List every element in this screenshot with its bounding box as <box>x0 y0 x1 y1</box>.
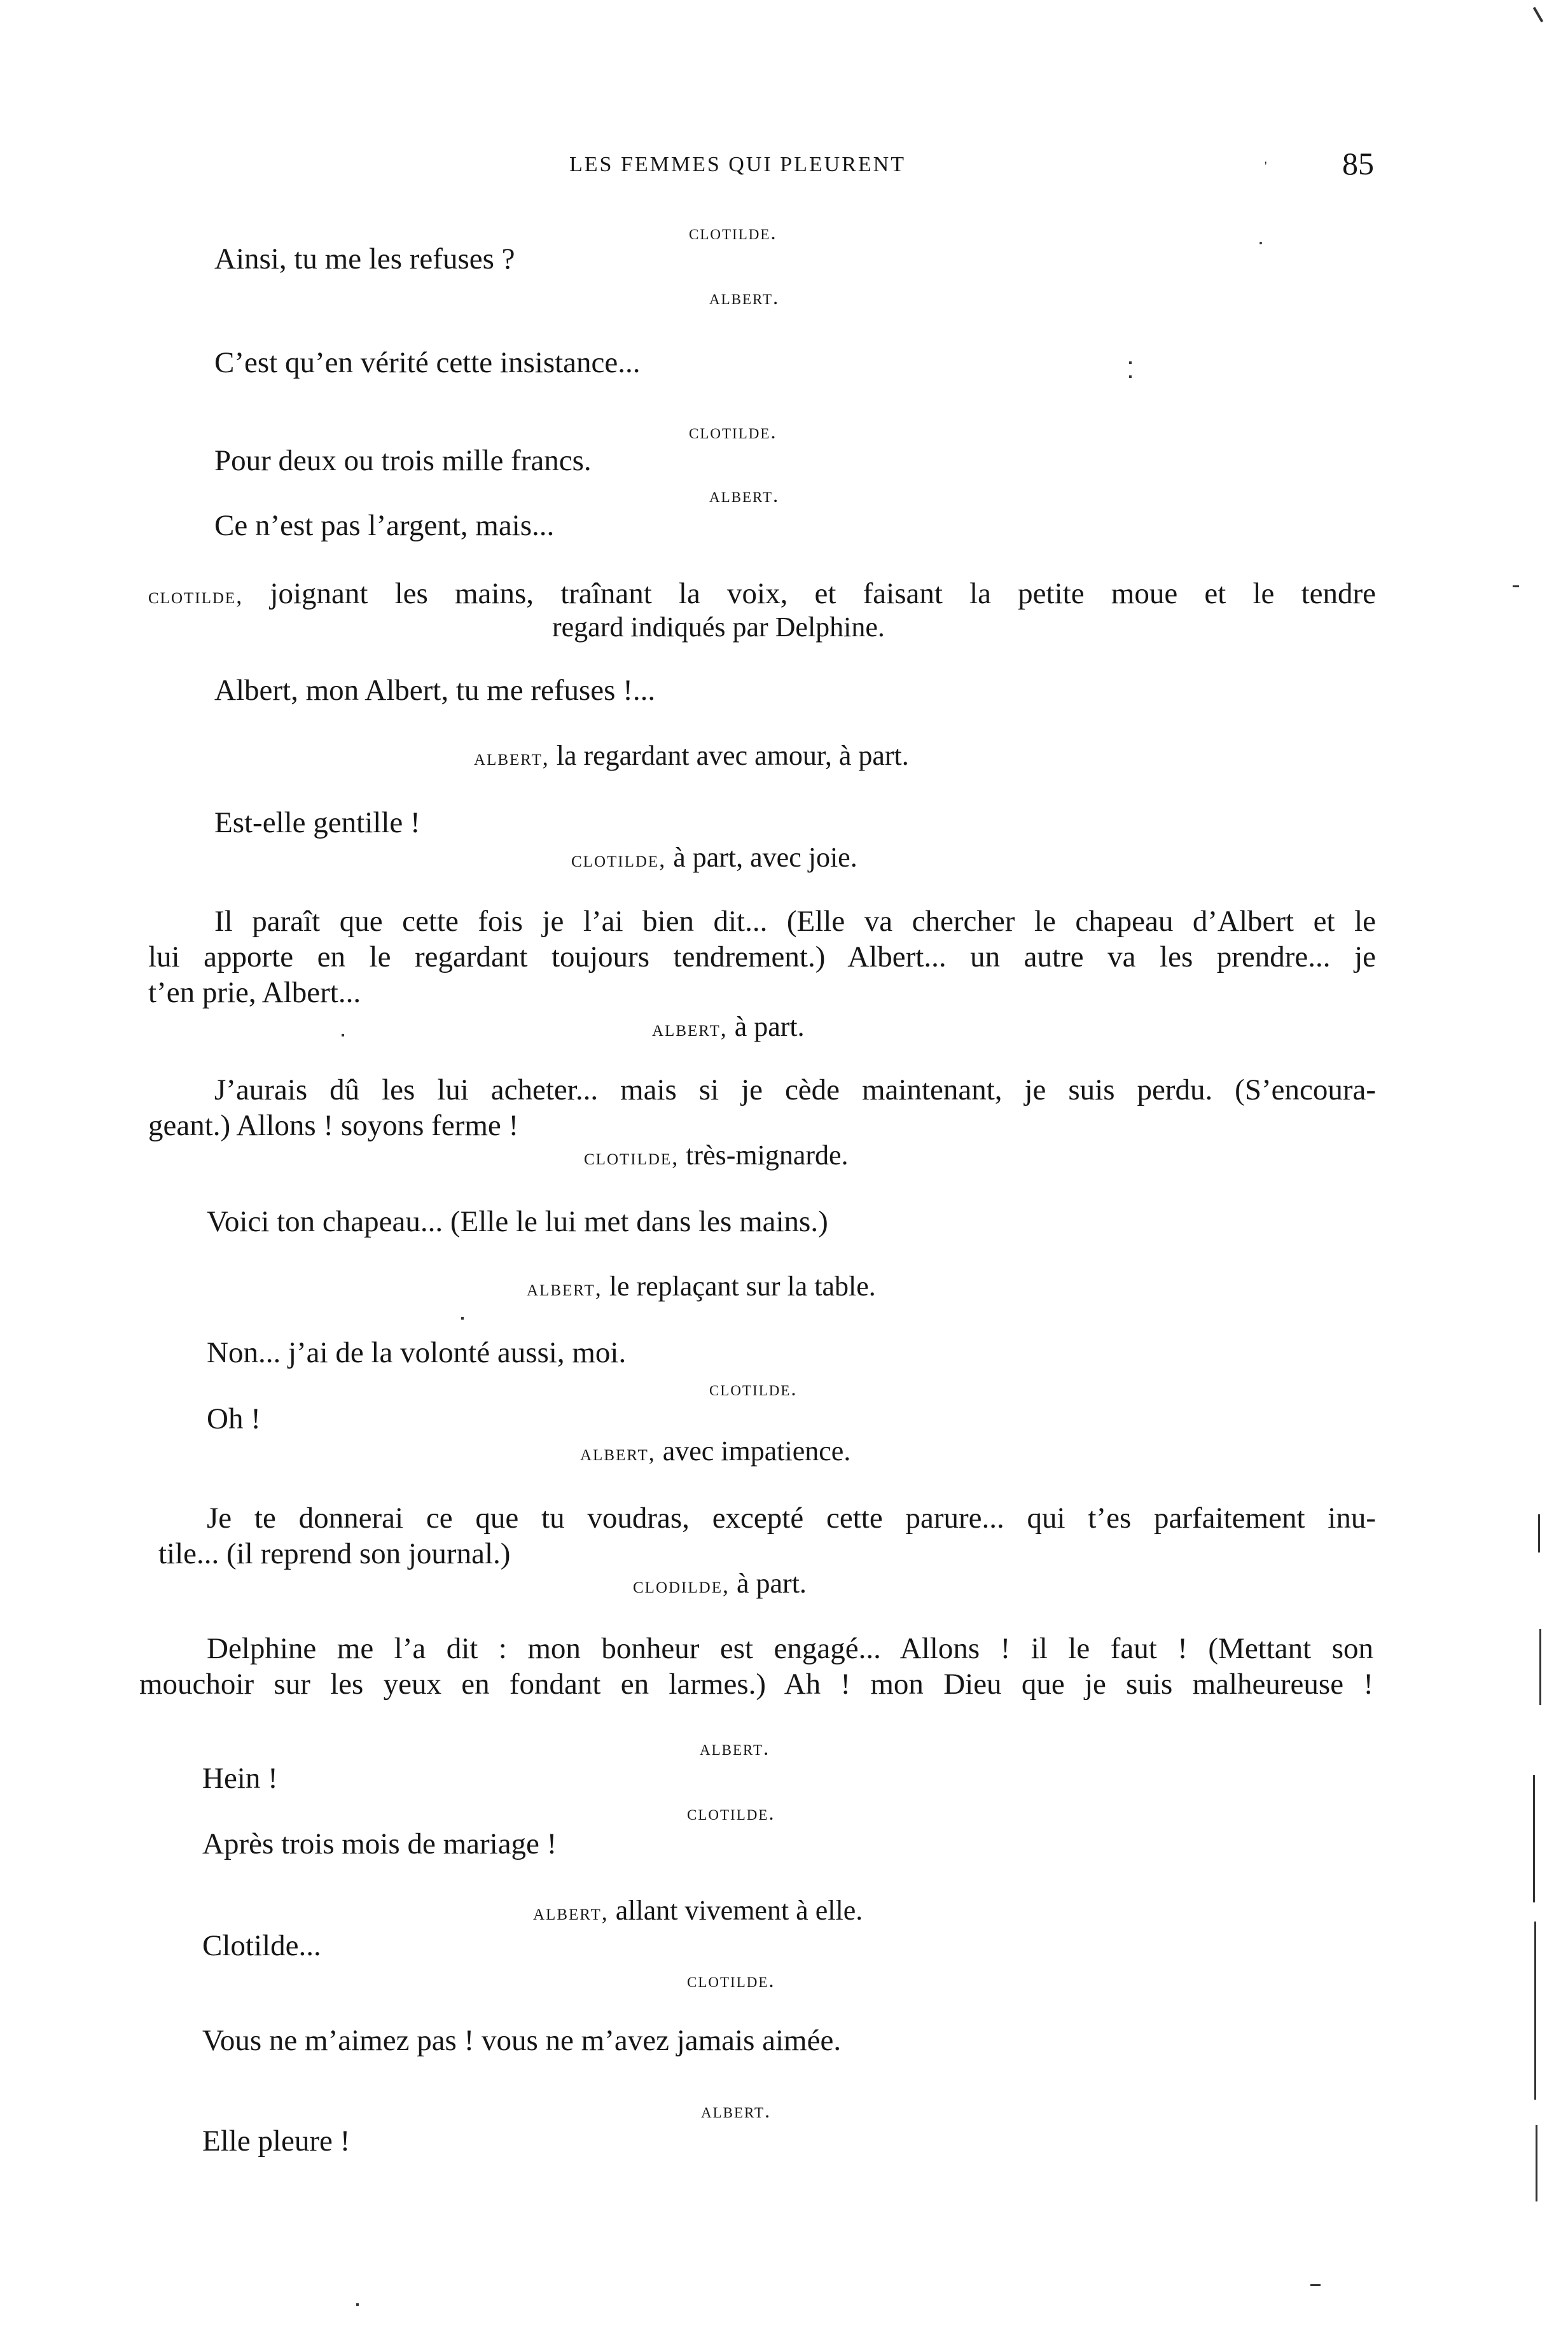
scan-speck <box>1310 2284 1321 2286</box>
scan-margin-mark <box>1533 1775 1535 1902</box>
dialogue-line: mouchoir sur les yeux en fondant en larmes.) Ah ! mon Dieu que je suis malheureuse ! <box>139 1668 1373 1701</box>
speaker-name: albert, <box>580 1440 656 1465</box>
dialogue-line: Oh ! <box>207 1402 261 1435</box>
dialogue-line: Après trois mois de mariage ! <box>202 1827 557 1860</box>
speaker-name: clotilde, <box>571 846 667 872</box>
dialogue-paragraph <box>148 1072 1376 1143</box>
speaker-cue <box>652 1010 805 1043</box>
scan-margin-mark <box>1538 1514 1540 1552</box>
speaker-clotilde: clotilde. <box>687 1969 775 1992</box>
speaker-cue <box>580 1435 850 1467</box>
scan-speck <box>1129 361 1132 364</box>
dialogue-line: J’aurais dû les lui acheter... mais si je cède maintenant, je suis perdu. (S’encoura- <box>214 1073 1376 1106</box>
dialogue-line: Vous ne m’aimez pas ! vous ne m’avez jamais aimée. <box>202 2024 842 2057</box>
stage-direction: à part. <box>734 1011 805 1042</box>
speaker-cue <box>474 739 909 772</box>
scan-speck <box>1513 585 1519 587</box>
speaker-clotilde: clotilde. <box>689 421 777 443</box>
speaker-clotilde: clotilde. <box>689 221 777 244</box>
scan-speck <box>342 1034 344 1036</box>
stage-direction: allant vivement à elle. <box>615 1895 863 1926</box>
dialogue-line: geant.) Allons ! soyons ferme ! <box>148 1109 519 1142</box>
dialogue-line: Non... j’ai de la volonté aussi, moi. <box>207 1336 627 1369</box>
speaker-name: albert, <box>652 1015 728 1041</box>
scan-speck <box>1533 7 1543 23</box>
stray-mark: ' <box>1265 159 1267 173</box>
dialogue-line: Je te donnerai ce que tu voudras, excepté cette parure... qui t’es parfaitement inu- <box>207 1502 1376 1535</box>
speaker-name: clodilde, <box>633 1572 730 1598</box>
speaker-cue <box>527 1270 876 1302</box>
dialogue-line: Hein ! <box>202 1762 278 1795</box>
scan-margin-mark <box>1534 1922 1536 2100</box>
scan-speck <box>356 2303 359 2306</box>
speaker-name: clotilde, <box>584 1144 679 1169</box>
dialogue-line: lui apporte en le regardant toujours tendrement.) Albert... un autre va les prendre... je <box>148 940 1376 973</box>
dialogue-line: Pour deux ou trois mille francs. <box>214 444 592 477</box>
stage-direction: à part. <box>736 1568 807 1599</box>
dialogue-paragraph <box>139 1631 1373 1702</box>
speaker-name: albert, <box>474 744 550 770</box>
stage-direction: très-mignarde. <box>686 1140 849 1171</box>
dialogue-paragraph <box>148 1500 1376 1572</box>
dialogue-line: Voici ton chapeau... (Elle le lui met dans les mains.) <box>207 1205 828 1238</box>
stage-direction: regard indiqués par Delphine. <box>552 611 885 643</box>
speaker-clotilde: clotilde. <box>709 1378 798 1400</box>
speaker-cue <box>533 1894 863 1927</box>
speaker-name: albert, <box>533 1899 609 1925</box>
scan-margin-mark <box>1536 2125 1537 2201</box>
dialogue-line: Ainsi, tu me les refuses ? <box>214 242 515 276</box>
stage-direction-block <box>148 576 1376 613</box>
dialogue-line: Ce n’est pas l’argent, mais... <box>214 509 555 542</box>
stage-direction: le replaçant sur la table. <box>609 1271 876 1302</box>
speaker-cue <box>571 841 857 874</box>
dialogue-paragraph <box>148 903 1376 1010</box>
speaker-albert: albert. <box>701 2100 772 2123</box>
dialogue-line: Albert, mon Albert, tu me refuses !... <box>214 674 656 707</box>
dialogue-line: Clotilde... <box>202 1929 321 1962</box>
dialogue-line: Delphine me l’a dit : mon bonheur est engagé... Allons ! il le faut ! (Mettant son <box>207 1632 1373 1665</box>
speaker-clotilde: clotilde. <box>687 1802 775 1825</box>
dialogue-line: C’est qu’en vérité cette insistance... <box>214 346 641 379</box>
speaker-name: albert, <box>527 1275 602 1301</box>
speaker-name: clotilde, <box>148 583 244 608</box>
speaker-albert: albert. <box>709 286 780 309</box>
speaker-cue <box>633 1567 807 1600</box>
stage-direction: à part, avec joie. <box>673 842 857 873</box>
running-title: LES FEMMES QUI PLEURENT <box>569 153 906 176</box>
dialogue-line: t’en prie, Albert... <box>148 976 361 1009</box>
stage-direction: joignant les mains, traînant la voix, et faisant la petite moue et le tendre <box>270 577 1376 610</box>
dialogue-line: Elle pleure ! <box>202 2124 350 2158</box>
speaker-albert: albert. <box>709 484 780 507</box>
stage-direction: avec impatience. <box>662 1435 851 1467</box>
scan-speck <box>1129 375 1132 378</box>
speaker-albert: albert. <box>700 1737 770 1760</box>
scan-speck <box>1259 242 1262 244</box>
scan-margin-mark <box>1539 1629 1541 1705</box>
dialogue-line: Il paraît que cette fois je l’ai bien dit... (Elle va chercher le chapeau d’Albert et le <box>214 905 1376 938</box>
stage-direction: la regardant avec amour, à part. <box>556 740 909 771</box>
dialogue-line: tile... (il reprend son journal.) <box>158 1537 511 1570</box>
speaker-cue <box>584 1139 849 1171</box>
dialogue-line: Est-elle gentille ! <box>214 806 420 839</box>
scan-speck <box>461 1317 464 1320</box>
page-number: 85 <box>1342 146 1374 181</box>
